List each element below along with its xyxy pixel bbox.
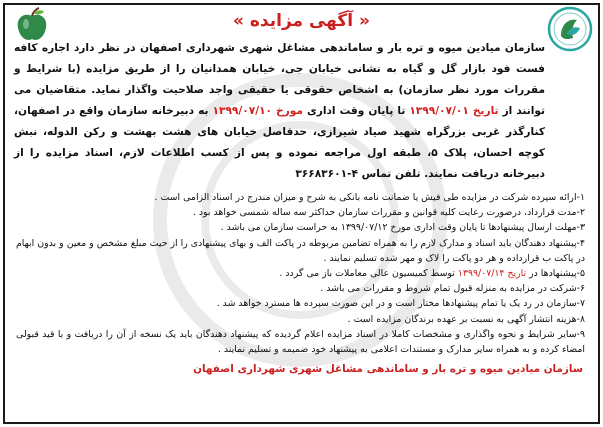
term-item-6: ۶-شرکت در مزایده به منزله قبول تمام شروط و مقررات می باشد . [320,283,585,295]
term-item-5-before: ۵-پیشنهادها در [526,268,585,280]
term-item-4: ۴-پیشنهاد دهندگان باید اسناد و مدارک لازم را به همراه تضامین مربوطه در پاکت الف و بهای پیشنهادی را از حیث مبلغ مشخص و معین و بدون ابهام در پاکت ب قرارداده و هر دو پاکت را لاک و مهر شده تسلیم نمایند . [16,237,585,264]
term-item-7: ۷-سازمان در رد یک یا تمام پیشنهادها مختار است و در این صورت سپرده ها مسترد خواهد شد . [216,298,585,310]
intro-text-1: سازمان میادین میوه و تره بار و ساماندهی مشاغل شهری شهرداری اصفهان در نظر دارد اجاره کافه فست فود بازار گل و گیاه به نشانی خیابان جی، خیابان همدانیان را از طریق مزایده (با شرایط و مقررات مورد نظر سازمان) به اشخاص حقوقی یا حقیقی واجد صلاحیت واگذار نماید. متقاضیان می توانند از [14,42,546,117]
terms-list [16,190,585,357]
signature-line: سازمان میادین میوه و تره بار و ساماندهی مشاغل شهری شهرداری اصفهان [193,363,583,376]
term-item-5 [16,266,585,281]
term-item-8: ۸-هزینه انتشار آگهی به نسبت بر عهده برندگان مزایده است . [347,313,585,325]
term-item-5-date: تاریخ ۱۳۹۹/۰۷/۱۴ [457,268,527,280]
term-item-9: ۹-سایر شرایط و نحوه واگذاری و مشخصات کاملا در اسناد مزایده اعلام گردیده که پیشنهاد دهندگان باید یک نسخه از آن را دریافت و با قید قبولی امضاء کرده و به همراه سایر مدارک و مستندات اعلامی به پیشنهاد خود ضمیمه و تسلیم نمایند . [16,328,585,356]
intro-date-from: تاریخ ۱۳۹۹/۰۷/۰۱ [409,105,499,117]
term-item-3: ۳-مهلت ارسال پیشنهادها تا پایان وقت اداری مورخ ۱۳۹۹/۰۷/۱۲ به حراست سازمان می باشد . [220,222,585,234]
intro-text-3: به دبیرخانه سازمان واقع در اصفهان، کنارگذر غربی بزرگراه شهید صیاد شیرازی، حدفاصل خیابان های هشت بهشت و رکن الدوله، نبش کوچه احسان، پلاک ۵، طبقه اول مراجعه نموده و پس از کسب اطلاعات لازم، اسناد مزایده را از دبیرخانه دریافت نمایند. تلفن تماس ۴-۳۶۶۸۳۶۰۱ [14,105,545,180]
term-item-2: ۲-مدت قرارداد، درصورت رعایت کلیه قوانین و مقررات سازمان حداکثر سه ساله شمسی خواهد بود . [192,207,585,219]
intro-text-2: تا پایان وقت اداری [302,105,410,117]
term-item-5-after: توسط کمیسیون عالی معاملات باز می گردد . [279,268,458,280]
term-item-1: ۱-ارائه سپرده شرکت در مزایده طی فیش یا ضمانت نامه بانکی به شرح و میزان مندرج در اسناد الزامی است . [154,192,585,203]
notice-title: « آگهی مزایده » [232,11,371,31]
intro-paragraph [14,38,545,185]
intro-date-to: مورخ ۱۳۹۹/۰۷/۱۰ [212,105,303,117]
